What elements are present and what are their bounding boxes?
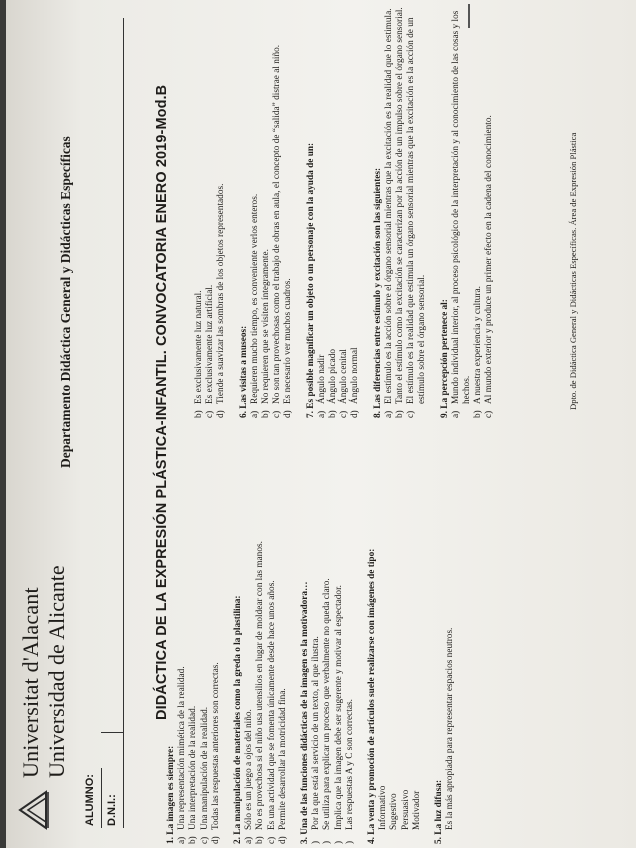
option-a[interactable] <box>177 444 188 844</box>
option-letter: ) <box>344 840 355 844</box>
option-d[interactable] <box>283 0 294 418</box>
option-text: Ángulo nadir <box>316 354 327 404</box>
option-letter: ) <box>333 840 344 844</box>
option-text: El estímulo es la acción sobre el órgano sensorial mientras que la excitación es la realidad que lo estimula. <box>383 8 394 404</box>
option-b[interactable] <box>473 0 484 418</box>
question-7 <box>306 0 362 418</box>
option-b[interactable] <box>389 444 400 844</box>
option-letter: b) <box>473 410 484 418</box>
option-letter: c) <box>484 410 495 418</box>
option-d[interactable] <box>412 444 423 844</box>
question-5-continued <box>194 0 228 418</box>
option-text: Mundo individual interior, al proceso psicológico de la interpretación y al conocimiento de las cosas y los hechos. <box>450 10 473 404</box>
question-title: 9. La percepción pertenece al: <box>439 299 450 418</box>
option-letter: a) <box>249 410 260 418</box>
option-text: Informativo <box>378 785 389 830</box>
option-c[interactable] <box>200 444 211 844</box>
option-a[interactable] <box>250 0 261 418</box>
option-letter: b) <box>255 836 266 844</box>
exam-title: DIDÁCTICA DE LA EXPRESIÓN PLÁSTICA-INFANTIL. CONVOCATORIA ENERO 2019-Mod.B <box>154 84 170 720</box>
option-letter: a) <box>450 410 461 418</box>
option-b[interactable] <box>255 444 266 844</box>
option-letter: d) <box>350 410 361 418</box>
option-b[interactable] <box>322 444 333 844</box>
option-letter: c) <box>339 410 350 418</box>
university-logo-icon <box>16 790 50 830</box>
option-text: El estímulo es la realidad que estimula un órgano sensorial mientras que la excitación es la acción de un estímulo sobre el órgano sensorial. <box>406 17 428 404</box>
option-a[interactable] <box>317 0 328 418</box>
option-letter: b) <box>188 836 199 844</box>
question-title: 8. Las diferencias entre estímulo y excitación son las siguientes: <box>372 167 383 418</box>
option-a[interactable] <box>378 444 389 844</box>
option-text: No requieren que se visiten íntegramente. <box>261 249 272 404</box>
question-6 <box>239 0 295 418</box>
option-text: Ángulo normal <box>350 347 361 404</box>
option-text: Sugestivo <box>389 793 400 830</box>
option-text: Sólo es un juego a ojos del niño. <box>244 709 255 830</box>
option-text: Ángulo picado <box>328 349 339 404</box>
question-3 <box>300 444 356 844</box>
option-c[interactable] <box>334 444 345 844</box>
option-text: Tiende a suavizar las sombras de los objetos representados. <box>216 183 227 404</box>
question-title: 1. La imagen es siempre: <box>166 745 176 844</box>
question-title: 4. La venta y promoción de artículos suele realizarse con imágenes de tipo: <box>367 548 378 844</box>
option-text: Es exclusivamente luz artificial. <box>205 284 216 404</box>
option-text: Requieren mucho tiempo, es conveniente verlos enteros. <box>249 193 260 404</box>
option-letter: d) <box>283 410 294 418</box>
option-d[interactable] <box>216 0 227 418</box>
option-letter: b) <box>328 410 339 418</box>
option-b[interactable] <box>194 0 205 418</box>
option-letter: b) <box>395 410 406 418</box>
option-letter: a) <box>244 836 255 844</box>
option-letter: a) <box>383 410 394 418</box>
option-letter <box>412 830 423 844</box>
option-d[interactable] <box>278 444 289 844</box>
option-a[interactable] <box>244 444 255 844</box>
option-text: Es una actividad que se fomenta únicamente desde hace unos años. <box>266 580 277 830</box>
option-letter: c) <box>205 410 216 418</box>
option-text: No son tan provechosas como el trabajo de obras en aula, el concepto de “salida” distrae al niño. <box>272 44 283 404</box>
option-letter <box>401 830 412 844</box>
option-letter: a) <box>177 836 188 844</box>
option-d[interactable] <box>211 444 222 844</box>
exam-sheet-photo <box>6 0 636 848</box>
form-box-line-top <box>101 768 102 828</box>
option-letter <box>378 830 389 844</box>
option-text: Una interpretación de la realidad. <box>188 705 199 830</box>
option-c[interactable] <box>401 444 412 844</box>
question-2 <box>233 444 289 844</box>
option-letter: c) <box>272 410 283 418</box>
option-letter: b) <box>194 410 204 418</box>
option-a[interactable] <box>451 0 473 418</box>
option-letter: ) <box>322 840 333 844</box>
option-a[interactable] <box>311 444 322 844</box>
option-text: Todas las respuestas anteriores son correctas. <box>210 662 221 830</box>
option-letter: b) <box>261 410 272 418</box>
option-d[interactable] <box>345 444 356 844</box>
option-text: Permite desarrollar la motricidad fina. <box>277 688 288 830</box>
option-text: A nuestra experiencia y cultura. <box>473 286 484 404</box>
option-c[interactable] <box>484 0 495 418</box>
option-c[interactable] <box>272 0 283 418</box>
option-b[interactable] <box>395 0 406 418</box>
option-letter: c) <box>406 410 417 418</box>
questions-column-right <box>194 0 507 418</box>
option-letter: d) <box>216 410 227 418</box>
question-title: 5. La luz difusa: <box>434 779 445 844</box>
option-letter: ) <box>311 840 322 844</box>
question-5 <box>434 444 456 844</box>
option-letter: d) <box>277 836 288 844</box>
option-a[interactable] <box>445 444 456 844</box>
option-c[interactable] <box>267 444 278 844</box>
option-letter: d) <box>210 836 221 844</box>
option-text: Por la que está al servicio de un texto, al que ilustra. <box>311 636 322 830</box>
option-text: No es provechosa si el niño usa utensilios en lugar de moldear con las manos. <box>255 541 266 830</box>
form-box-line-bottom <box>123 18 124 828</box>
student-name-label: ALUMNO: <box>84 774 96 826</box>
student-id-label: D.N.I.: <box>106 794 118 826</box>
option-text: Es la más apropiada para representar espacios neutros. <box>445 627 456 830</box>
option-text: Es exclusivamente luz natural. <box>194 290 204 404</box>
option-text: Al mundo exterior y produce un primer efecto en la cadena del conocimiento. <box>484 115 495 404</box>
option-text: Motivador <box>411 790 422 830</box>
option-c[interactable] <box>205 0 216 418</box>
questions-column-left <box>166 444 467 844</box>
option-letter <box>389 830 400 844</box>
option-text: Se utiliza para explicar un proceso que verbalmente no queda claro. <box>322 578 333 830</box>
question-title: 6. Las visitas a museos: <box>238 325 249 418</box>
option-text: Persuasivo <box>400 789 411 830</box>
page-footer: Dpto. de Didáctica General y Didácticas Específicas. Área de Expresión Plástica <box>568 132 578 410</box>
option-text: Es necesario ver muchos cuadros. <box>283 278 294 404</box>
department-name: Departamento Didáctica General y Didácticas Específicas <box>58 136 73 468</box>
exam-page <box>6 0 636 848</box>
option-d[interactable] <box>350 0 361 418</box>
option-text: Ángulo cenital <box>339 349 350 404</box>
option-text: Una representación mimética de la realidad. <box>177 666 188 830</box>
question-title: 7. Es posible magnificar un objeto o un personaje con la ayuda de un: <box>305 142 316 418</box>
question-9 <box>440 0 496 418</box>
university-name-valencian: Universitat d'Alacant <box>18 587 43 778</box>
option-letter: a) <box>316 410 327 418</box>
question-8 <box>373 0 429 418</box>
option-letter <box>445 830 456 844</box>
question-title: 3. Una de las funciones didácticas de la imagen es la motivadora… <box>300 581 311 844</box>
option-a[interactable] <box>384 0 395 418</box>
option-b[interactable] <box>261 0 272 418</box>
form-box-divider <box>101 732 123 733</box>
question-1 <box>166 444 222 844</box>
option-text: Tanto el estímulo como la excitación se caracterizan por la acción de un impulso sobre el órgano sensorial. <box>395 7 406 404</box>
margin-mark <box>468 4 470 28</box>
option-text: Las respuestas A y C son correctas. <box>344 699 355 830</box>
option-b[interactable] <box>188 444 199 844</box>
option-text: Implica que la imagen debe ser sugerente y motivar al espectador. <box>333 585 344 830</box>
question-4 <box>367 444 423 844</box>
university-name-spanish: Universidad de Alicante <box>44 565 69 778</box>
option-letter: c) <box>266 836 277 844</box>
option-text: Una manipulación de la realidad. <box>199 706 210 830</box>
option-c[interactable] <box>339 0 350 418</box>
question-title: 2. La manipulación de materiales como la greda o la plastilina: <box>233 595 244 844</box>
option-b[interactable] <box>328 0 339 418</box>
option-letter: c) <box>199 836 210 844</box>
option-c[interactable] <box>406 0 428 418</box>
